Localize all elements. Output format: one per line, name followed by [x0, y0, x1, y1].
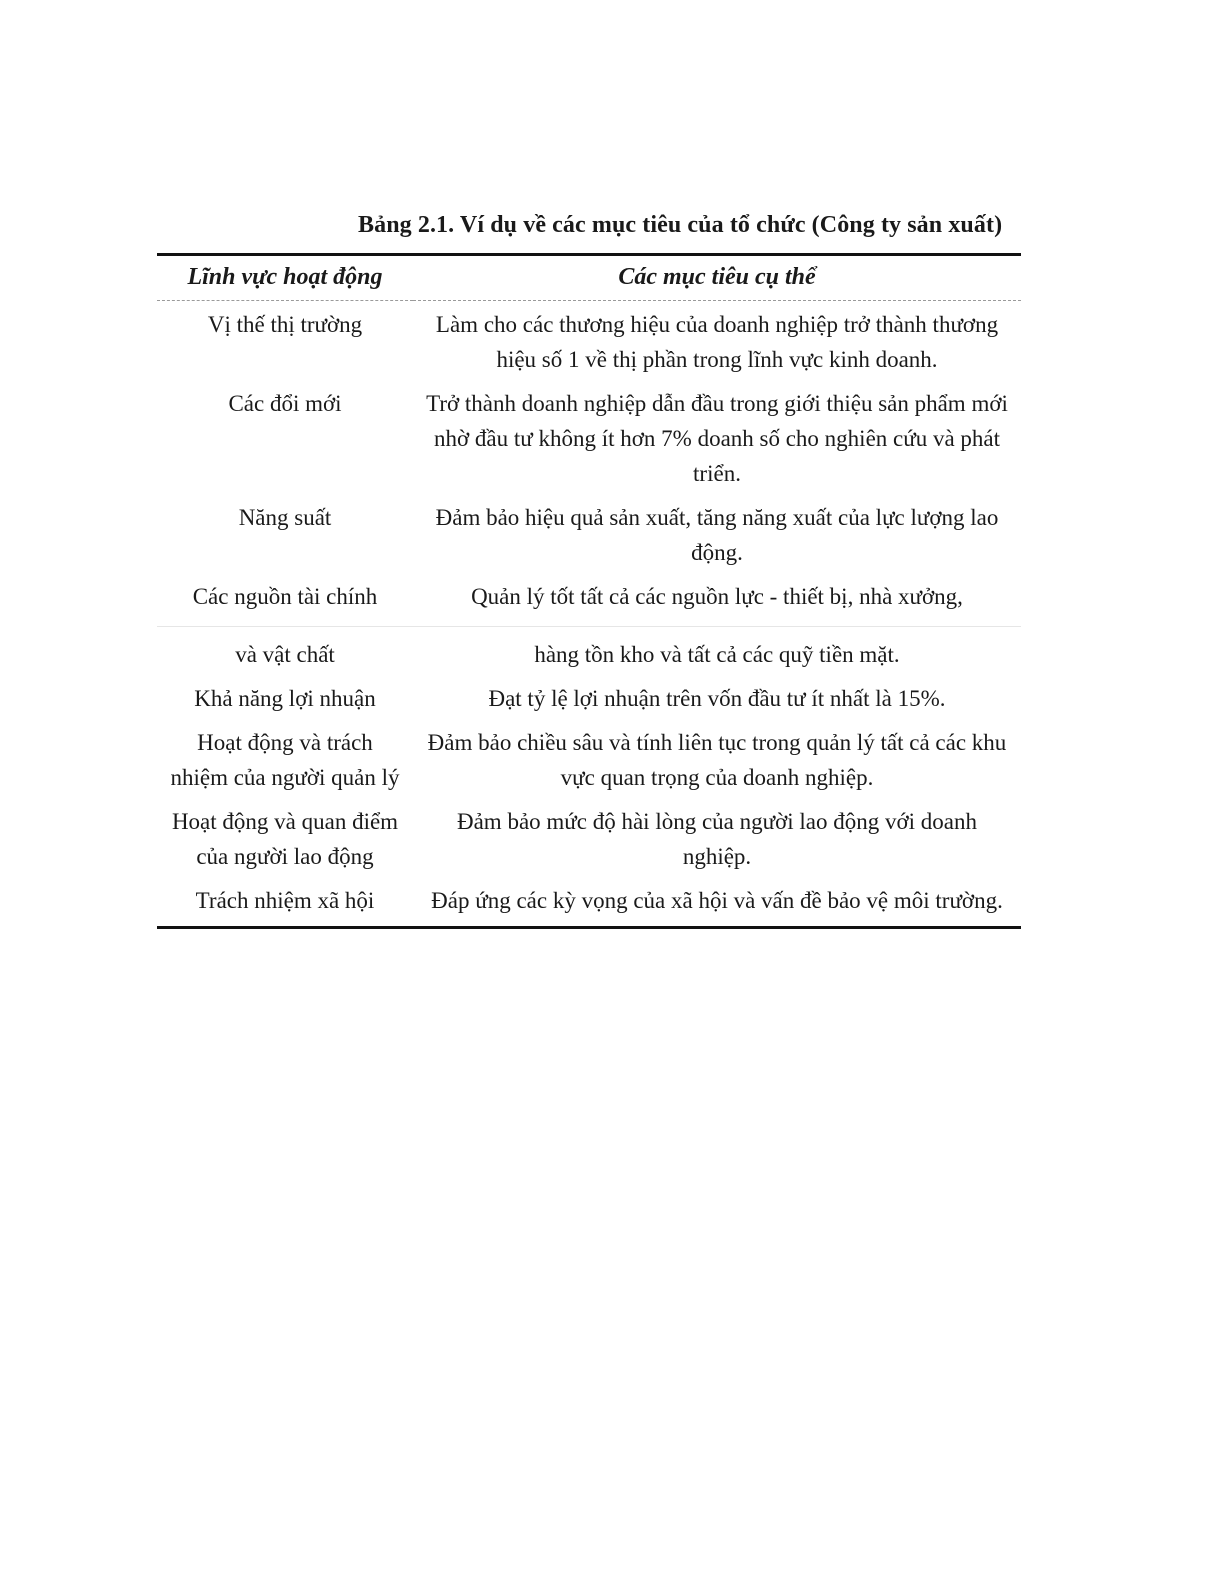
- area-cell: Các đổi mới: [228, 391, 342, 416]
- header-goals: Các mục tiêu cụ thể: [413, 255, 1021, 301]
- goal-cell: Đáp ứng các kỳ vọng của xã hội và vấn đề bảo vệ môi trường.: [413, 879, 1021, 928]
- table-row: [157, 800, 1021, 879]
- table-caption: Bảng 2.1. Ví dụ về các mục tiêu của tổ chức (Công ty sản xuất): [358, 212, 1003, 238]
- table-row: [157, 879, 1021, 928]
- table-row: [157, 575, 1021, 627]
- area-cell: Năng suất: [238, 505, 332, 530]
- table-row: [157, 496, 1021, 575]
- table-row: [157, 721, 1021, 800]
- area-cell: Khả năng lợi nhuận: [194, 686, 376, 711]
- table-row: [157, 301, 1021, 383]
- goal-cell: Đảm bảo hiệu quả sản xuất, tăng năng xuất của lực lượng lao động.: [435, 505, 999, 565]
- goal-cell: Quản lý tốt tất cả các nguồn lực - thiết bị, nhà xưởng,: [413, 575, 1021, 627]
- goal-cell: Đảm bảo mức độ hài lòng của người lao động với doanh nghiệp.: [456, 809, 977, 869]
- area-cell: Hoạt động và quan điểm của người lao động: [171, 809, 399, 869]
- table-row: [157, 677, 1021, 721]
- goal-cell: hàng tồn kho và tất cả các quỹ tiền mặt.: [534, 642, 900, 667]
- table-row: [157, 382, 1021, 496]
- area-cell: Hoạt động và trách nhiệm của người quản lý: [170, 730, 400, 790]
- goal-cell: Làm cho các thương hiệu của doanh nghiệp trở thành thương hiệu số 1 về thị phần trong lĩnh vực kinh doanh.: [435, 312, 999, 372]
- area-cell: Vị thế thị trường: [207, 312, 363, 337]
- area-cell: Trách nhiệm xã hội: [157, 879, 413, 928]
- goal-cell: Đạt tỷ lệ lợi nhuận trên vốn đầu tư ít nhất là 15%.: [488, 686, 946, 711]
- table-row: [157, 627, 1021, 678]
- objectives-table-wrapper: [157, 253, 1021, 929]
- area-cell: và vật chất: [235, 642, 335, 667]
- objectives-table: [157, 253, 1021, 929]
- header-area: Lĩnh vực hoạt động: [157, 255, 413, 301]
- goal-cell: Trở thành doanh nghiệp dẫn đầu trong giới thiệu sản phẩm mới nhờ đầu tư không ít hơn 7% doanh số cho nghiên cứu và phát triển.: [426, 391, 1008, 486]
- area-cell: Các nguồn tài chính: [157, 575, 413, 627]
- goal-cell: Đảm bảo chiều sâu và tính liên tục trong quản lý tất cả các khu vực quan trọng của doanh nghiệp.: [427, 730, 1007, 790]
- table-header-row: [157, 255, 1021, 301]
